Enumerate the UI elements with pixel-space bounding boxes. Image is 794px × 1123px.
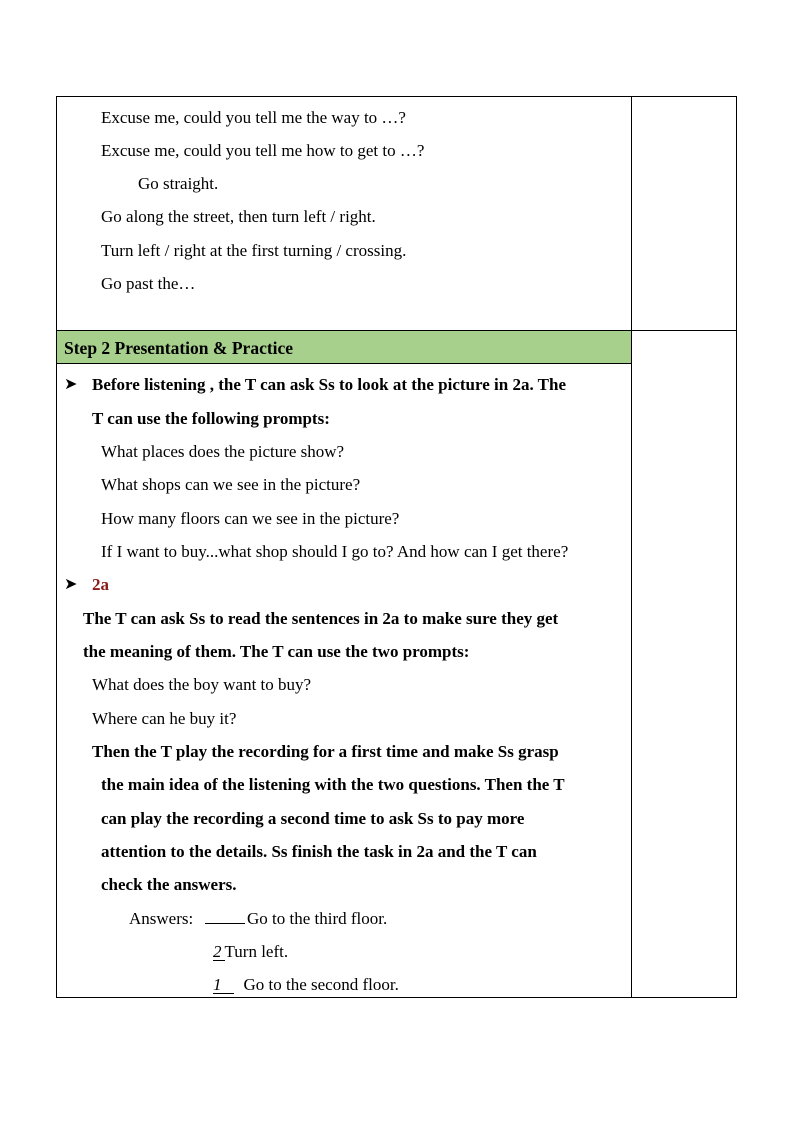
bullet-text: Before listening , the T can ask Ss to look at the picture in 2a. The — [92, 375, 566, 394]
answers-label: Answers: — [129, 909, 194, 928]
prompt-line: What shops can we see in the picture? — [101, 475, 361, 494]
prompt-line: What does the boy want to buy? — [92, 675, 312, 694]
instruction-line: can play the recording a second time to ask Ss to pay more — [101, 809, 525, 828]
bullet-text: T can use the following prompts: — [92, 409, 330, 428]
answer-number: 2 — [213, 943, 225, 961]
prompt-line: How many floors can we see in the picture? — [101, 509, 400, 528]
prompt-line: Where can he buy it? — [92, 709, 237, 728]
arrow-bullet-icon: ➤ — [64, 576, 78, 593]
instruction-line: attention to the details. Ss finish the task in 2a and the T can — [101, 842, 537, 861]
answer-text: Turn left. — [224, 942, 289, 961]
intro-text: the meaning of them. The T can use the two prompts: — [83, 642, 470, 661]
arrow-bullet-icon: ➤ — [64, 376, 78, 393]
intro-text: The T can ask Ss to read the sentences in 2a to make sure they get — [83, 609, 559, 628]
phrase-line: Turn left / right at the first turning / crossing. — [101, 241, 407, 260]
phrase-line: Go straight. — [138, 174, 219, 193]
lesson-table — [56, 96, 737, 998]
instruction-line: Then the T play the recording for a first time and make Ss grasp — [92, 742, 559, 761]
answer-text: Go to the third floor. — [247, 909, 388, 928]
prompt-line: If I want to buy...what shop should I go to? And how can I get there? — [101, 542, 569, 561]
prompt-line: What places does the picture show? — [101, 442, 345, 461]
step-title: Step 2 Presentation & Practice — [64, 338, 294, 358]
instruction-line: the main idea of the listening with the two questions. Then the T — [101, 775, 565, 794]
answer-line — [213, 975, 399, 995]
instruction-line: check the answers. — [101, 875, 237, 894]
answer-line — [213, 942, 288, 962]
answer-number: 1 — [213, 976, 234, 994]
column-divider — [631, 97, 632, 997]
phrase-line: Excuse me, could you tell me how to get to …? — [101, 141, 425, 160]
answer-blank — [205, 909, 245, 924]
phrase-line: Go past the… — [101, 274, 196, 293]
phrase-line: Go along the street, then turn left / right. — [101, 207, 376, 226]
section-label: 2a — [92, 575, 109, 594]
answer-line — [205, 909, 387, 929]
answer-text: Go to the second floor. — [243, 975, 399, 994]
step-header — [57, 331, 631, 364]
phrase-line: Excuse me, could you tell me the way to …? — [101, 108, 406, 127]
